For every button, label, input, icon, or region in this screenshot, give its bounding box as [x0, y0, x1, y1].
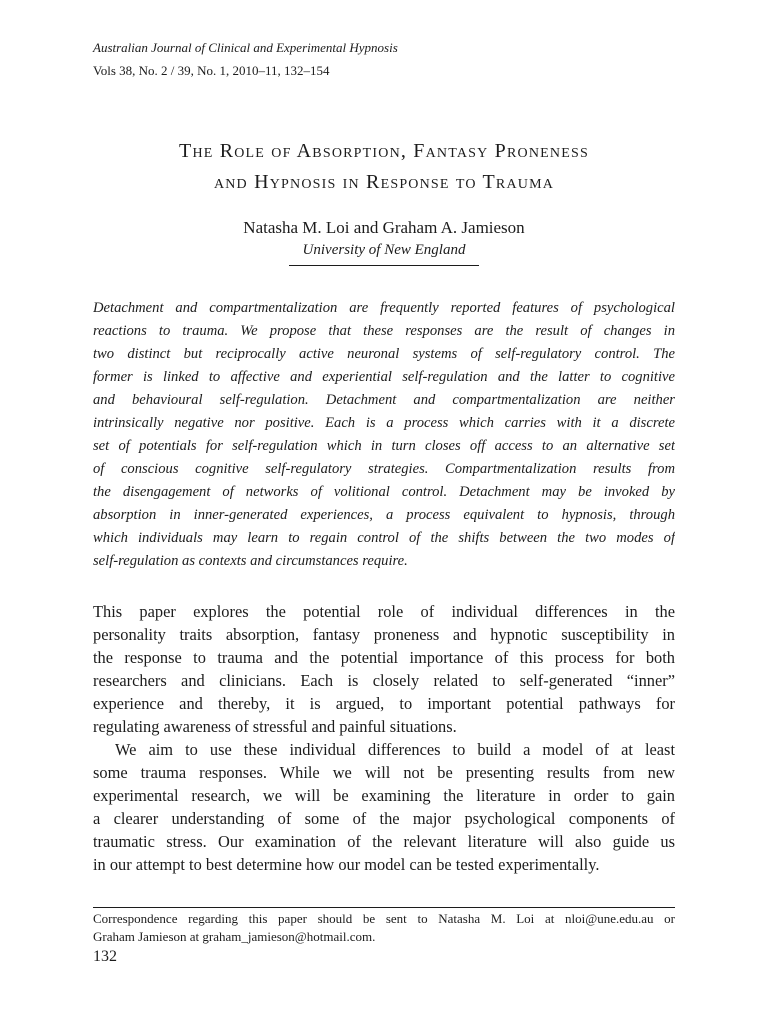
abstract-line: of conscious cognitive self-regulatory strategies. Compartmentalization results from	[93, 461, 675, 477]
abstract-line: two distinct but reciprocally active neuronal systems of self-regulatory control. The	[93, 346, 675, 362]
abstract-line: self-regulation as contexts and circumstances require.	[93, 553, 408, 569]
body-line: experimental research, we will be examining the literature in order to gain	[93, 786, 675, 805]
body-line: researchers and clinicians. Each is closely related to self-generated “inner”	[93, 671, 675, 690]
body-line: a clearer understanding of some of the major psychological components of	[93, 809, 675, 828]
abstract-line: and behavioural self-regulation. Detachment and compartmentalization are neither	[93, 392, 675, 408]
abstract-line: reactions to trauma. We propose that these responses are the result of changes in	[93, 323, 675, 339]
page-number: 132	[93, 948, 117, 965]
title-line-2: and Hypnosis in Response to Trauma	[213, 171, 555, 193]
affiliation: University of New England	[302, 242, 466, 258]
footnote-divider	[93, 907, 675, 908]
abstract-line: absorption in inner-generated experiences, a process equivalent to hypnosis, through	[93, 507, 675, 523]
abstract-line: which individuals may learn to regain control of the shifts between the two modes of	[93, 530, 675, 546]
volume-info: Vols 38, No. 2 / 39, No. 1, 2010–11, 132–154	[93, 63, 330, 78]
footnote-line: Graham Jamieson at graham_jamieson@hotmail.com.	[93, 929, 376, 944]
body-line: regulating awareness of stressful and painful situations.	[93, 717, 457, 736]
title-line-1: The Role of Absorption, Fantasy Proneness	[179, 140, 589, 162]
abstract-line: the disengagement of networks of volitional control. Detachment may be invoked by	[93, 484, 675, 500]
body-line: personality traits absorption, fantasy proneness and hypnotic susceptibility in	[93, 625, 675, 644]
body-line: the response to trauma and the potential importance of this process for both	[93, 648, 675, 667]
body-line: traumatic stress. Our examination of the relevant literature will also guide us	[93, 832, 675, 851]
journal-name: Australian Journal of Clinical and Experimental Hypnosis	[93, 40, 398, 55]
body-line: We aim to use these individual differences to build a model of at least	[115, 740, 675, 759]
authors: Natasha M. Loi and Graham A. Jamieson	[243, 218, 525, 237]
body-line: experience and thereby, it is argued, to important potential pathways for	[93, 694, 675, 713]
abstract-line: intrinsically negative nor positive. Each is a process which carries with it a discrete	[93, 415, 675, 431]
body-line: in our attempt to best determine how our model can be tested experimentally.	[93, 855, 600, 874]
footnote-line: Correspondence regarding this paper should be sent to Natasha M. Loi at nloi@une.edu.au or	[93, 911, 675, 926]
abstract-line: Detachment and compartmentalization are frequently reported features of psychological	[93, 300, 675, 316]
abstract-line: former is linked to affective and experiential self-regulation and the latter to cognitive	[93, 369, 675, 385]
affiliation-underline	[289, 265, 479, 266]
body-line: some trauma responses. While we will not be presenting results from new	[93, 763, 675, 782]
body-line: This paper explores the potential role of individual differences in the	[93, 602, 675, 621]
abstract-line: set of potentials for self-regulation which in turn closes off access to an alternative set	[93, 438, 675, 454]
